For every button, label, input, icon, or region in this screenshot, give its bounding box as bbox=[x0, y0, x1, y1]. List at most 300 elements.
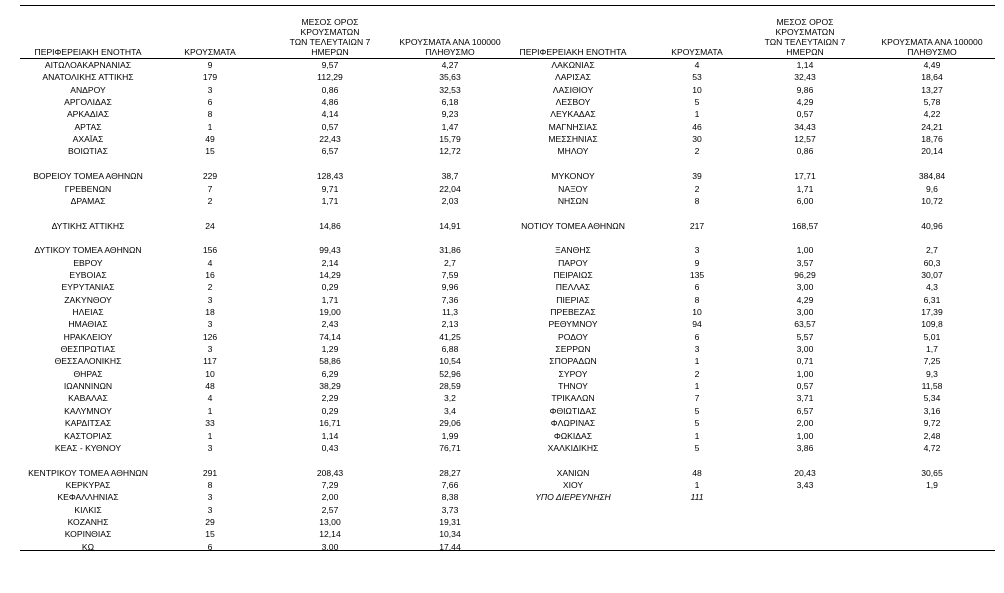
table-row bbox=[20, 417, 995, 429]
right-avg7-cell: 6,00 bbox=[796, 195, 814, 206]
right-cases-cell: 111 bbox=[690, 492, 704, 503]
left-cases-cell: 29 bbox=[205, 516, 215, 527]
right-region-cell: ΦΛΩΡΙΝΑΣ bbox=[550, 418, 596, 429]
left-region-cell: ΒΟΡΕΙΟΥ ΤΟΜΕΑ ΑΘΗΝΩΝ bbox=[33, 171, 143, 182]
left-region-cell: ΑΡΤΑΣ bbox=[74, 121, 102, 132]
left-region-cell: ΚΕΡΚΥΡΑΣ bbox=[65, 479, 111, 490]
right-per100k-cell: 384,84 bbox=[918, 171, 946, 182]
right-cases-cell: 3 bbox=[694, 245, 700, 256]
table-header bbox=[20, 14, 995, 59]
left-region-cell: ΚΑΣΤΟΡΙΑΣ bbox=[64, 430, 112, 441]
left-region-cell: ΑΡΚΑΔΙΑΣ bbox=[66, 109, 110, 120]
right-per100k-cell: 4,49 bbox=[923, 60, 941, 70]
right-avg7-cell: 3,86 bbox=[796, 442, 814, 453]
left-per100k-cell: 3,4 bbox=[444, 405, 456, 416]
left-region-cell: ΑΝΑΤΟΛΙΚΗΣ ΑΤΤΙΚΗΣ bbox=[42, 72, 134, 83]
right-region-cell: ΜΗΛΟΥ bbox=[557, 146, 589, 157]
table-row bbox=[20, 158, 995, 170]
right-avg7-cell: 0,71 bbox=[796, 356, 814, 367]
right-avg7-cell: 0,57 bbox=[796, 381, 814, 392]
right-region-cell: ΡΕΘΥΜΝΟΥ bbox=[548, 319, 598, 330]
table-row bbox=[20, 281, 995, 293]
left-region-cell: ΚΙΛΚΙΣ bbox=[74, 504, 102, 515]
left-cases-cell: 6 bbox=[207, 97, 213, 108]
left-cases-cell: 3 bbox=[207, 319, 213, 330]
left-region-cell: ΚΕΝΤΡΙΚΟΥ ΤΟΜΕΑ ΑΘΗΝΩΝ bbox=[28, 467, 148, 478]
left-cases-cell: 2 bbox=[207, 282, 213, 293]
right-avg7-cell: 0,86 bbox=[796, 146, 814, 157]
right-per100k-cell: 60,3 bbox=[923, 257, 941, 268]
left-avg7-cell: 1,29 bbox=[321, 344, 339, 355]
left-avg7-cell: 6,29 bbox=[321, 368, 339, 379]
left-cases-cell: 9 bbox=[207, 60, 213, 70]
table-row bbox=[20, 368, 995, 380]
left-cases-cell: 1 bbox=[207, 121, 213, 132]
table-row bbox=[20, 454, 995, 466]
right-per100k-cell: 11,58 bbox=[921, 381, 943, 392]
left-per100k-cell: 6,88 bbox=[441, 344, 459, 355]
left-region-cell: ΕΒΡΟΥ bbox=[73, 257, 103, 268]
left-cases-cell: 179 bbox=[202, 72, 218, 83]
table-row bbox=[20, 430, 995, 442]
left-cases-cell: 156 bbox=[202, 245, 218, 256]
right-avg7-cell: 4,29 bbox=[796, 294, 814, 305]
right-cases-cell: 1 bbox=[694, 479, 700, 490]
right-cases-cell: 5 bbox=[694, 418, 700, 429]
right-avg7-cell: 12,57 bbox=[794, 134, 816, 145]
right-avg7-cell: 2,00 bbox=[796, 418, 814, 429]
left-region-cell: ΚΕΑΣ - ΚΥΘΝΟΥ bbox=[54, 442, 122, 453]
left-avg7-cell: 112,29 bbox=[317, 72, 343, 83]
left-cases-cell: 3 bbox=[207, 442, 213, 453]
right-avg7-cell: 168,57 bbox=[791, 220, 819, 231]
right-per100k-cell: 109,8 bbox=[921, 319, 943, 330]
table-row bbox=[20, 145, 995, 157]
table-row bbox=[20, 392, 995, 404]
table-row bbox=[20, 541, 995, 553]
left-avg7-cell: 0,29 bbox=[321, 405, 339, 416]
left-per100k-cell: 29,06 bbox=[439, 418, 461, 429]
table-row bbox=[20, 479, 995, 491]
right-cases-cell: 135 bbox=[689, 269, 705, 280]
right-per100k-cell: 9,3 bbox=[926, 368, 938, 379]
left-avg7-cell: 2,57 bbox=[321, 504, 339, 515]
right-per100k-cell: 9,72 bbox=[923, 418, 941, 429]
left-cases-cell: 3 bbox=[207, 504, 213, 515]
left-avg7-cell: 9,71 bbox=[321, 183, 339, 194]
right-per100k-cell: 5,01 bbox=[923, 331, 941, 342]
left-cases-cell: 10 bbox=[205, 368, 215, 379]
left-cases-cell: 2 bbox=[207, 195, 213, 206]
table-row bbox=[20, 170, 995, 182]
left-region-cell: ΚΑΛΥΜΝΟΥ bbox=[64, 405, 112, 416]
left-region-cell: ΘΗΡΑΣ bbox=[73, 368, 103, 379]
left-region-cell: ΑΙΤΩΛΟΑΚΑΡΝΑΝΙΑΣ bbox=[44, 60, 132, 70]
left-region-cell: ΒΟΙΩΤΙΑΣ bbox=[68, 146, 108, 157]
right-cases-cell: 6 bbox=[694, 331, 700, 342]
left-cases-cell: 8 bbox=[207, 479, 213, 490]
left-cases-cell: 7 bbox=[207, 183, 213, 194]
right-per100k-cell: 3,16 bbox=[923, 405, 941, 416]
left-region-cell: ΘΕΣΣΑΛΟΝΙΚΗΣ bbox=[54, 356, 122, 367]
left-avg7-cell: 0,29 bbox=[321, 282, 339, 293]
left-region-cell: ΗΡΑΚΛΕΙΟΥ bbox=[63, 331, 113, 342]
right-avg7-cell: 34,43 bbox=[794, 121, 816, 132]
left-per100k-cell: 3,2 bbox=[444, 393, 456, 404]
left-per100k-cell: 7,66 bbox=[441, 479, 459, 490]
left-region-cell: ΚΩ bbox=[81, 541, 95, 552]
left-avg7-cell: 4,86 bbox=[321, 97, 339, 108]
right-cases-cell: 1 bbox=[694, 356, 700, 367]
right-region-cell: ΝΗΣΩΝ bbox=[557, 195, 589, 206]
header-avg7-right: ΜΕΣΟΣ ΟΡΟΣ ΚΡΟΥΣΜΑΤΩΝ ΤΩΝ ΤΕΛΕΥΤΑΙΩΝ 7 ΗΜΕΡΩΝ bbox=[764, 17, 846, 57]
left-per100k-cell: 2,03 bbox=[441, 195, 459, 206]
right-region-cell: ΛΑΡΙΣΑΣ bbox=[555, 72, 591, 83]
right-region-cell: ΠΕΙΡΑΙΩΣ bbox=[553, 269, 593, 280]
right-avg7-cell: 3,57 bbox=[796, 257, 814, 268]
table-row bbox=[20, 380, 995, 392]
table-row bbox=[20, 71, 995, 83]
left-region-cell: ΗΜΑΘΙΑΣ bbox=[68, 319, 108, 330]
right-avg7-cell: 1,00 bbox=[796, 430, 814, 441]
left-region-cell: ΚΟΡΙΝΘΙΑΣ bbox=[64, 529, 112, 540]
right-region-cell: ΛΕΣΒΟΥ bbox=[555, 97, 591, 108]
left-avg7-cell: 2,14 bbox=[321, 257, 339, 268]
left-per100k-cell: 12,72 bbox=[439, 146, 461, 157]
left-avg7-cell: 4,14 bbox=[321, 109, 339, 120]
right-cases-cell: 10 bbox=[692, 307, 702, 317]
right-avg7-cell: 63,57 bbox=[794, 319, 816, 330]
left-per100k-cell: 38,7 bbox=[441, 171, 459, 182]
left-cases-cell: 1 bbox=[207, 405, 213, 416]
right-cases-cell: 2 bbox=[694, 368, 700, 379]
left-avg7-cell: 13,00 bbox=[319, 516, 341, 527]
left-per100k-cell: 31,86 bbox=[439, 245, 461, 256]
right-avg7-cell: 3,00 bbox=[796, 282, 814, 293]
left-per100k-cell: 76,71 bbox=[439, 442, 461, 453]
right-cases-cell: 3 bbox=[694, 344, 700, 355]
left-region-cell: ΗΛΕΙΑΣ bbox=[72, 307, 104, 317]
right-cases-cell: 10 bbox=[692, 84, 702, 95]
right-per100k-cell: 18,76 bbox=[921, 134, 943, 145]
left-avg7-cell: 14,29 bbox=[319, 269, 341, 280]
left-per100k-cell: 2,13 bbox=[441, 319, 459, 330]
table-row bbox=[20, 331, 995, 343]
left-per100k-cell: 9,23 bbox=[441, 109, 459, 120]
right-per100k-cell: 4,3 bbox=[926, 282, 938, 293]
left-avg7-cell: 38,29 bbox=[319, 381, 341, 392]
left-region-cell: ΙΩΑΝΝΙΝΩΝ bbox=[63, 381, 113, 392]
left-region-cell: ΔΥΤΙΚΗΣ ΑΤΤΙΚΗΣ bbox=[51, 220, 125, 231]
left-cases-cell: 24 bbox=[205, 220, 215, 231]
right-cases-cell: 4 bbox=[694, 60, 700, 70]
left-avg7-cell: 2,00 bbox=[321, 492, 339, 503]
table-row bbox=[20, 257, 995, 269]
left-per100k-cell: 19,31 bbox=[439, 516, 461, 527]
left-avg7-cell: 19,00 bbox=[319, 307, 341, 317]
table-row bbox=[20, 195, 995, 207]
left-region-cell: ΑΡΓΟΛΙΔΑΣ bbox=[64, 97, 112, 108]
right-avg7-cell: 1,00 bbox=[796, 245, 814, 256]
left-per100k-cell: 4,27 bbox=[441, 60, 459, 70]
left-region-cell: ΚΟΖΑΝΗΣ bbox=[67, 516, 109, 527]
left-avg7-cell: 99,43 bbox=[319, 245, 341, 256]
right-avg7-cell: 3,43 bbox=[796, 479, 814, 490]
left-cases-cell: 15 bbox=[205, 529, 215, 540]
left-cases-cell: 3 bbox=[207, 492, 213, 503]
left-region-cell: ΚΑΒΑΛΑΣ bbox=[68, 393, 108, 404]
right-region-cell: ΧΑΛΚΙΔΙΚΗΣ bbox=[547, 442, 599, 453]
left-avg7-cell: 58,86 bbox=[319, 356, 341, 367]
right-region-cell: ΣΥΡΟΥ bbox=[558, 368, 588, 379]
left-per100k-cell: 1,47 bbox=[441, 121, 459, 132]
right-region-cell: ΦΩΚΙΔΑΣ bbox=[553, 430, 593, 441]
left-per100k-cell: 28,59 bbox=[439, 381, 461, 392]
right-per100k-cell: 18,64 bbox=[921, 72, 943, 83]
right-region-cell: ΜΥΚΟΝΟΥ bbox=[551, 171, 595, 182]
right-cases-cell: 5 bbox=[694, 405, 700, 416]
right-per100k-cell: 30,65 bbox=[921, 467, 943, 478]
right-per100k-cell: 1,7 bbox=[926, 344, 938, 355]
right-region-cell: ΦΘΙΩΤΙΔΑΣ bbox=[549, 405, 597, 416]
table-row bbox=[20, 84, 995, 96]
table-row bbox=[20, 59, 995, 71]
right-avg7-cell: 3,71 bbox=[796, 393, 814, 404]
left-region-cell: ΑΝΔΡΟΥ bbox=[70, 84, 106, 95]
table-row bbox=[20, 220, 995, 232]
left-per100k-cell: 41,25 bbox=[439, 331, 461, 342]
left-cases-cell: 48 bbox=[205, 381, 215, 392]
right-cases-cell: 30 bbox=[692, 134, 702, 145]
table-row bbox=[20, 96, 995, 108]
left-region-cell: ΓΡΕΒΕΝΩΝ bbox=[64, 183, 112, 194]
right-region-cell: ΤΡΙΚΑΛΩΝ bbox=[551, 393, 595, 404]
right-cases-cell: 46 bbox=[692, 121, 702, 132]
right-region-cell: ΡΟΔΟΥ bbox=[558, 331, 588, 342]
left-per100k-cell: 15,79 bbox=[439, 134, 461, 145]
right-per100k-cell: 7,25 bbox=[923, 356, 941, 367]
right-avg7-cell: 0,57 bbox=[796, 109, 814, 120]
right-region-cell: ΥΠΟ ΔΙΕΡΕΥΝΗΣΗ bbox=[535, 492, 611, 503]
right-region-cell: ΣΕΡΡΩΝ bbox=[555, 344, 591, 355]
left-region-cell: ΕΥΡΥΤΑΝΙΑΣ bbox=[61, 282, 115, 293]
left-cases-cell: 3 bbox=[207, 294, 213, 305]
left-cases-cell: 126 bbox=[202, 331, 218, 342]
right-per100k-cell: 13,27 bbox=[921, 84, 943, 95]
left-region-cell: ΚΑΡΔΙΤΣΑΣ bbox=[64, 418, 112, 429]
right-cases-cell: 2 bbox=[694, 146, 700, 157]
left-per100k-cell: 7,36 bbox=[441, 294, 459, 305]
table-row bbox=[20, 467, 995, 479]
right-avg7-cell: 6,57 bbox=[796, 405, 814, 416]
right-cases-cell: 1 bbox=[694, 430, 700, 441]
left-avg7-cell: 9,57 bbox=[321, 60, 339, 70]
right-per100k-cell: 10,72 bbox=[921, 195, 943, 206]
left-avg7-cell: 1,71 bbox=[321, 294, 339, 305]
header-region-left: ΠΕΡΙΦΕΡΕΙΑΚΗ ΕΝΟΤΗΤΑ bbox=[34, 47, 142, 57]
right-per100k-cell: 24,21 bbox=[921, 121, 943, 132]
right-per100k-cell: 30,07 bbox=[921, 269, 943, 280]
table-row bbox=[20, 491, 995, 503]
right-avg7-cell: 9,86 bbox=[796, 84, 814, 95]
right-cases-cell: 7 bbox=[694, 393, 700, 404]
right-region-cell: ΛΑΣΙΘΙΟΥ bbox=[552, 84, 594, 95]
left-avg7-cell: 12,14 bbox=[319, 529, 341, 540]
right-region-cell: ΠΙΕΡΙΑΣ bbox=[556, 294, 590, 305]
right-per100k-cell: 20,14 bbox=[921, 146, 943, 157]
left-cases-cell: 33 bbox=[205, 418, 215, 429]
table-row bbox=[20, 183, 995, 195]
cases-table bbox=[20, 5, 995, 551]
header-cases-left: ΚΡΟΥΣΜΑΤΑ bbox=[184, 47, 236, 57]
table-row bbox=[20, 355, 995, 367]
right-per100k-cell: 5,34 bbox=[923, 393, 941, 404]
table-row bbox=[20, 207, 995, 219]
left-cases-cell: 1 bbox=[207, 430, 213, 441]
left-avg7-cell: 0,57 bbox=[321, 121, 339, 132]
table-row bbox=[20, 306, 995, 318]
left-cases-cell: 18 bbox=[205, 307, 215, 317]
left-region-cell: ΚΕΦΑΛΛΗΝΙΑΣ bbox=[57, 492, 119, 503]
table-row bbox=[20, 269, 995, 281]
header-cases-right: ΚΡΟΥΣΜΑΤΑ bbox=[671, 47, 723, 57]
right-region-cell: ΤΗΝΟΥ bbox=[558, 381, 588, 392]
left-avg7-cell: 74,14 bbox=[319, 331, 341, 342]
table-row bbox=[20, 343, 995, 355]
left-per100k-cell: 10,54 bbox=[439, 356, 461, 367]
left-per100k-cell: 7,59 bbox=[441, 269, 459, 280]
left-cases-cell: 3 bbox=[207, 344, 213, 355]
table-row bbox=[20, 133, 995, 145]
left-cases-cell: 4 bbox=[207, 257, 213, 268]
right-per100k-cell: 9,6 bbox=[926, 183, 938, 194]
right-avg7-cell: 4,29 bbox=[796, 97, 814, 108]
left-cases-cell: 3 bbox=[207, 84, 213, 95]
right-cases-cell: 94 bbox=[692, 319, 702, 330]
right-cases-cell: 5 bbox=[694, 97, 700, 108]
right-avg7-cell: 3,00 bbox=[796, 344, 814, 355]
left-avg7-cell: 208,43 bbox=[316, 467, 344, 478]
table-row bbox=[20, 244, 995, 256]
left-cases-cell: 16 bbox=[205, 269, 215, 280]
right-cases-cell: 53 bbox=[692, 72, 702, 83]
left-per100k-cell: 6,18 bbox=[441, 97, 459, 108]
right-cases-cell: 8 bbox=[694, 195, 700, 206]
right-per100k-cell: 2,7 bbox=[926, 245, 938, 256]
right-avg7-cell: 1,14 bbox=[796, 60, 814, 70]
right-cases-cell: 1 bbox=[694, 381, 700, 392]
left-avg7-cell: 0,86 bbox=[321, 84, 339, 95]
left-avg7-cell: 7,29 bbox=[321, 479, 339, 490]
right-per100k-cell: 6,31 bbox=[923, 294, 941, 305]
right-region-cell: ΜΕΣΣΗΝΙΑΣ bbox=[548, 134, 598, 145]
left-avg7-cell: 2,29 bbox=[321, 393, 339, 404]
table-row bbox=[20, 108, 995, 120]
right-region-cell: ΞΑΝΘΗΣ bbox=[555, 245, 591, 256]
table-row bbox=[20, 318, 995, 330]
left-cases-cell: 117 bbox=[203, 356, 217, 367]
left-region-cell: ΔΥΤΙΚΟΥ ΤΟΜΕΑ ΑΘΗΝΩΝ bbox=[34, 245, 142, 256]
table-row bbox=[20, 516, 995, 528]
left-per100k-cell: 10,34 bbox=[439, 529, 461, 540]
table-row bbox=[20, 121, 995, 133]
right-region-cell: ΛΑΚΩΝΙΑΣ bbox=[551, 60, 595, 70]
right-cases-cell: 6 bbox=[694, 282, 700, 293]
right-region-cell: ΣΠΟΡΑΔΩΝ bbox=[549, 356, 597, 367]
left-per100k-cell: 8,38 bbox=[441, 492, 459, 503]
right-cases-cell: 1 bbox=[694, 109, 700, 120]
left-region-cell: ΘΕΣΠΡΩΤΙΑΣ bbox=[60, 344, 116, 355]
right-avg7-cell: 3,00 bbox=[796, 307, 814, 317]
left-region-cell: ΔΡΑΜΑΣ bbox=[70, 195, 106, 206]
right-region-cell: ΝΟΤΙΟΥ ΤΟΜΕΑ ΑΘΗΝΩΝ bbox=[521, 220, 625, 231]
left-cases-cell: 15 bbox=[205, 146, 215, 157]
left-per100k-cell: 35,63 bbox=[439, 72, 461, 83]
left-region-cell: ΕΥΒΟΙΑΣ bbox=[69, 269, 107, 280]
right-avg7-cell: 20,43 bbox=[794, 467, 816, 478]
left-per100k-cell: 17,44 bbox=[439, 541, 461, 552]
left-per100k-cell: 1,99 bbox=[441, 430, 459, 441]
right-region-cell: ΛΕΥΚΑΔΑΣ bbox=[550, 109, 596, 120]
left-cases-cell: 8 bbox=[207, 109, 213, 120]
left-per100k-cell: 2,7 bbox=[444, 257, 456, 268]
left-per100k-cell: 9,96 bbox=[441, 282, 459, 293]
left-per100k-cell: 14,91 bbox=[439, 220, 461, 231]
left-per100k-cell: 52,96 bbox=[439, 368, 461, 379]
right-avg7-cell: 17,71 bbox=[794, 171, 816, 182]
right-cases-cell: 5 bbox=[694, 442, 700, 453]
right-per100k-cell: 1,9 bbox=[926, 479, 938, 490]
right-region-cell: ΧΙΟΥ bbox=[562, 479, 584, 490]
right-cases-cell: 9 bbox=[694, 257, 700, 268]
left-avg7-cell: 3,00 bbox=[321, 541, 339, 552]
right-region-cell: ΠΡΕΒΕΖΑΣ bbox=[550, 307, 596, 317]
table-row bbox=[20, 504, 995, 516]
left-avg7-cell: 1,71 bbox=[321, 195, 339, 206]
right-region-cell: ΧΑΝΙΩΝ bbox=[556, 467, 590, 478]
header-region-right: ΠΕΡΙΦΕΡΕΙΑΚΗ ΕΝΟΤΗΤΑ bbox=[519, 47, 627, 57]
right-avg7-cell: 1,00 bbox=[796, 368, 814, 379]
table-row bbox=[20, 232, 995, 244]
left-cases-cell: 291 bbox=[202, 467, 218, 478]
right-avg7-cell: 5,57 bbox=[796, 331, 814, 342]
left-avg7-cell: 2,43 bbox=[321, 319, 339, 330]
left-cases-cell: 4 bbox=[207, 393, 213, 404]
right-avg7-cell: 96,29 bbox=[794, 269, 816, 280]
table-row bbox=[20, 294, 995, 306]
right-avg7-cell: 32,43 bbox=[794, 72, 816, 83]
left-per100k-cell: 28,27 bbox=[439, 467, 461, 478]
left-region-cell: ΖΑΚΥΝΘΟΥ bbox=[64, 294, 112, 305]
left-avg7-cell: 6,57 bbox=[321, 146, 339, 157]
right-avg7-cell: 1,71 bbox=[796, 183, 814, 194]
header-per100k-left: ΚΡΟΥΣΜΑΤΑ ΑΝΑ 100000 ΠΛΗΘΥΣΜΟ bbox=[399, 37, 501, 57]
right-cases-cell: 217 bbox=[689, 220, 705, 231]
right-per100k-cell: 4,22 bbox=[923, 109, 941, 120]
left-avg7-cell: 14,86 bbox=[319, 220, 341, 231]
left-avg7-cell: 128,43 bbox=[316, 171, 344, 182]
right-region-cell: ΝΑΞΟΥ bbox=[558, 183, 588, 194]
left-cases-cell: 49 bbox=[205, 134, 215, 145]
left-per100k-cell: 11,3 bbox=[441, 307, 459, 317]
right-region-cell: ΜΑΓΝΗΣΙΑΣ bbox=[548, 121, 598, 132]
left-per100k-cell: 22,04 bbox=[439, 183, 461, 194]
table-row bbox=[20, 442, 995, 454]
left-avg7-cell: 22,43 bbox=[319, 134, 341, 145]
right-per100k-cell: 2,48 bbox=[923, 430, 941, 441]
right-per100k-cell: 4,72 bbox=[923, 442, 941, 453]
right-per100k-cell: 40,96 bbox=[921, 220, 943, 231]
